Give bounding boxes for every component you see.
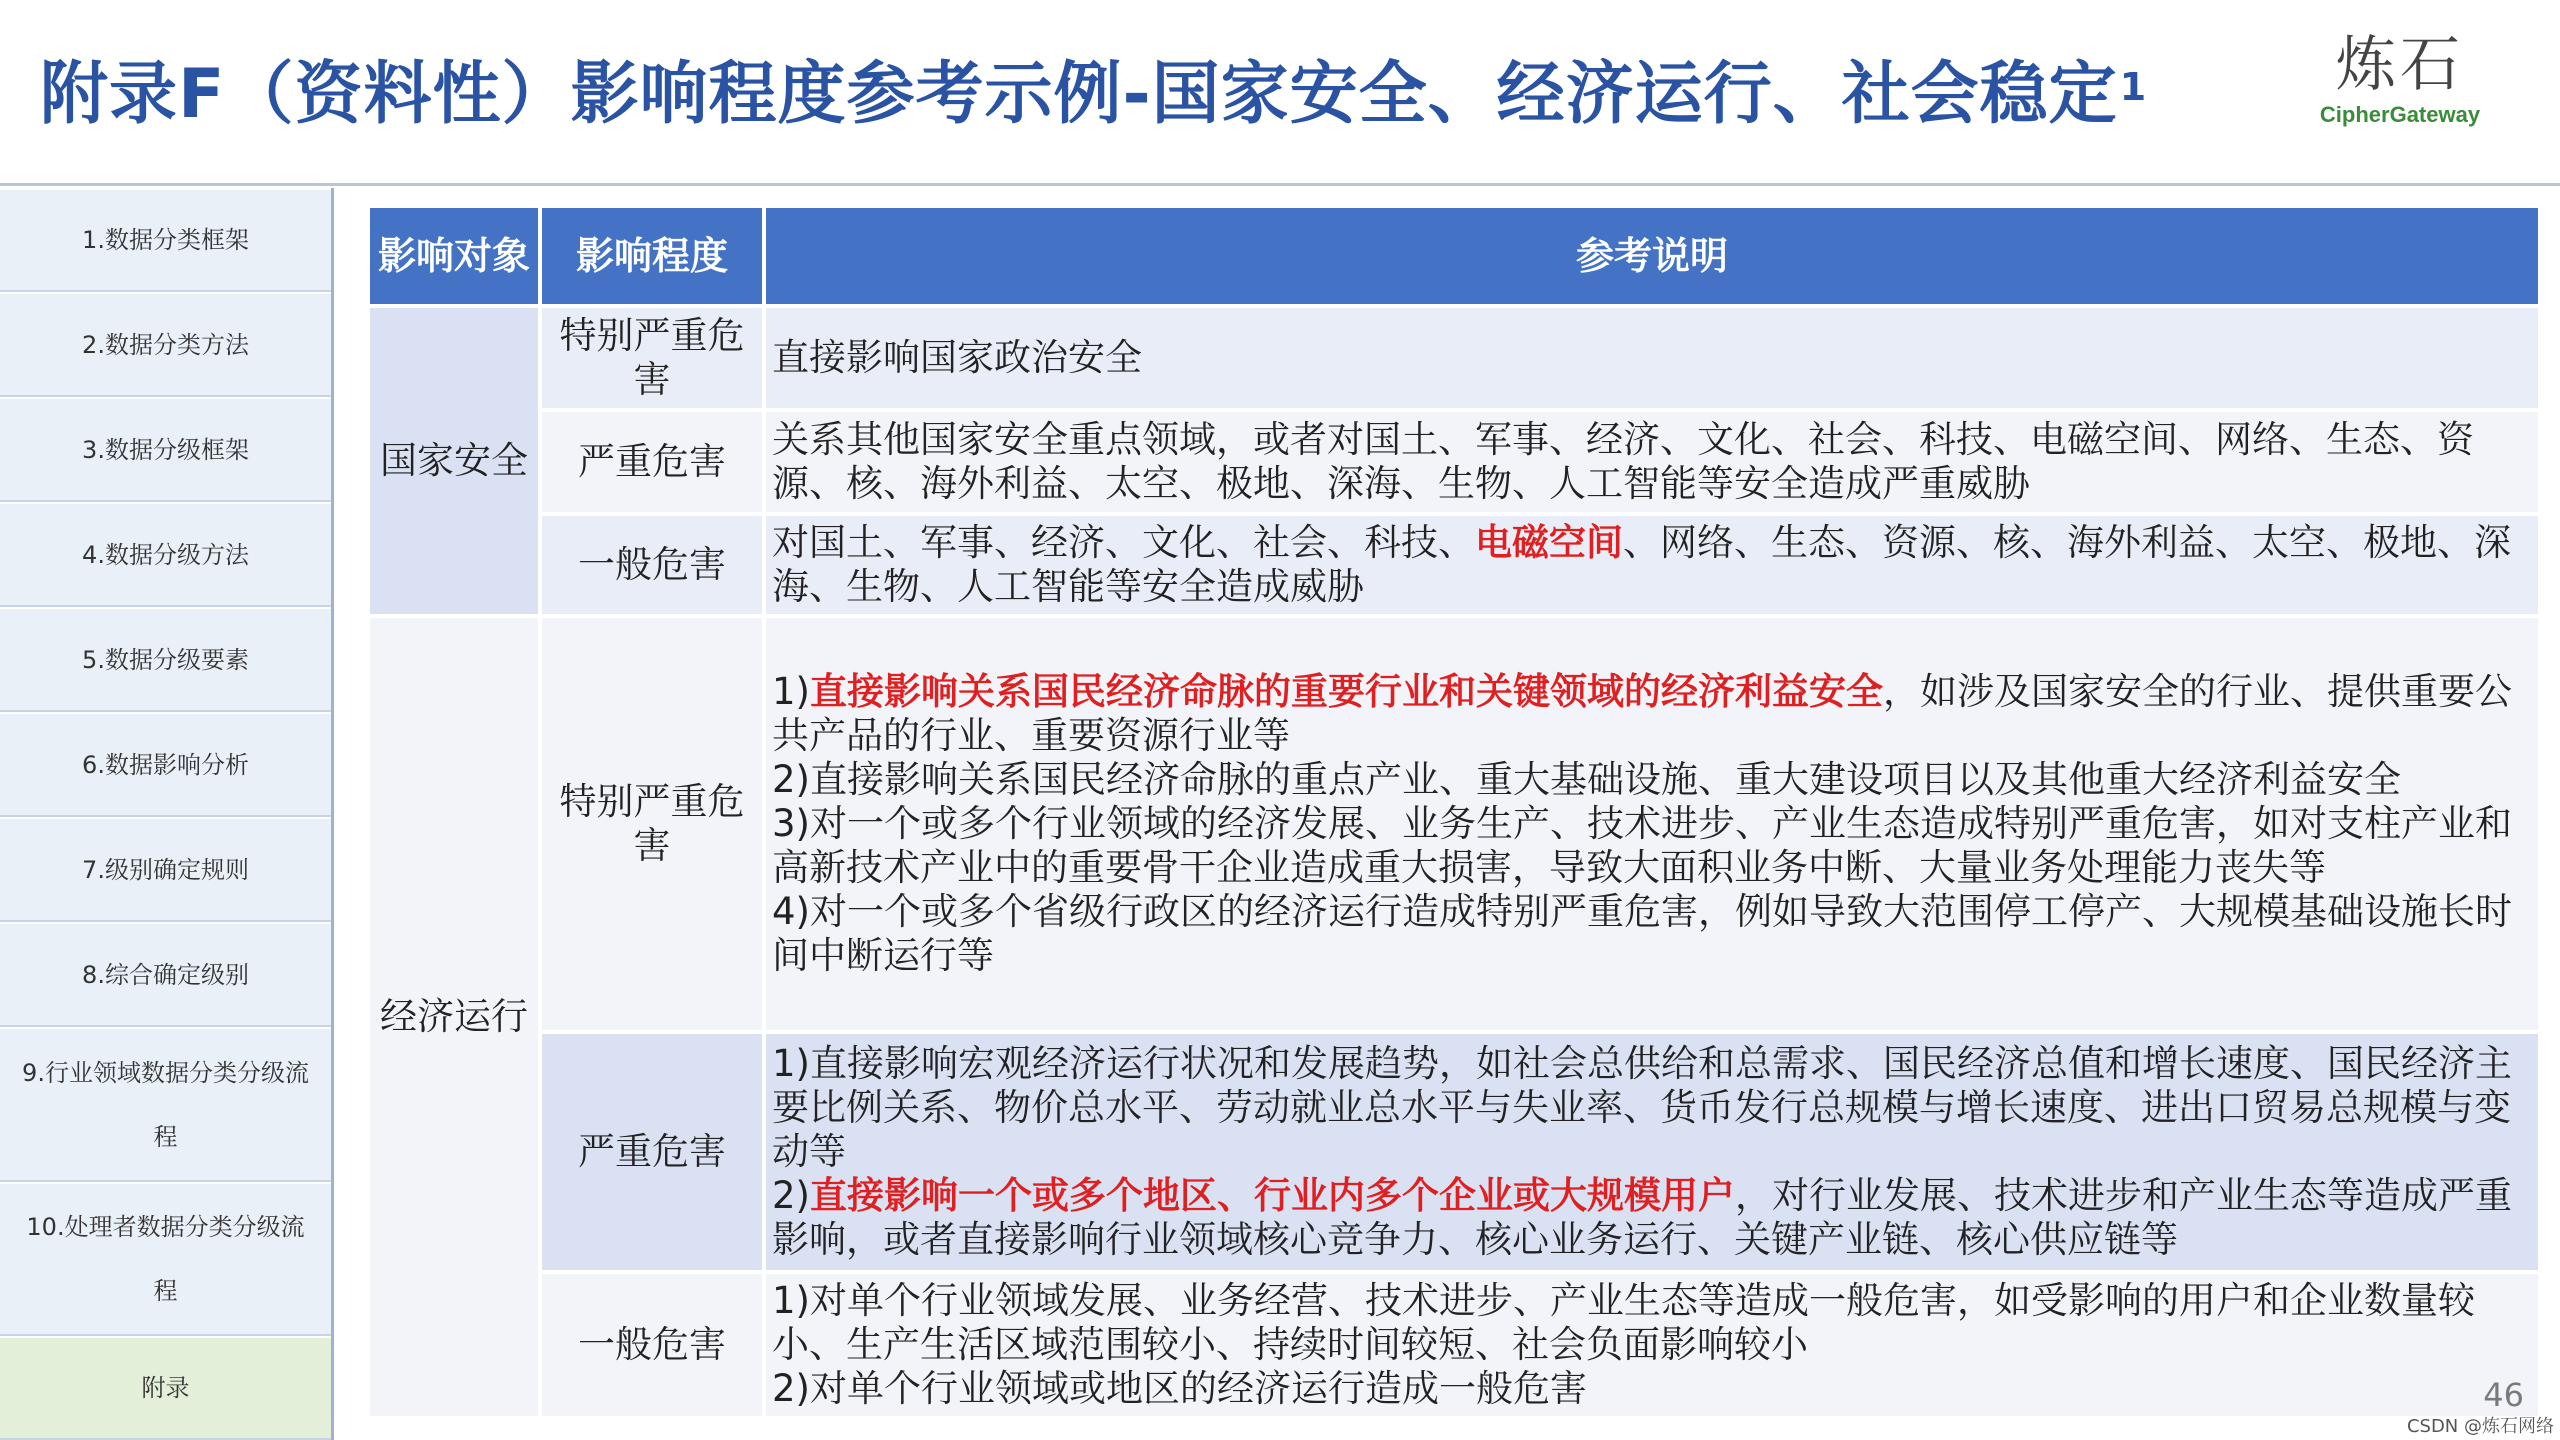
level-cell <box>540 306 764 410</box>
sidebar-item-label: 3.数据分级框架 <box>82 435 249 464</box>
description-cell <box>764 514 2540 616</box>
sidebar-item-7[interactable] <box>0 817 331 922</box>
sidebar-item-label: 8.综合确定级别 <box>82 960 249 989</box>
description-text <box>772 521 2532 609</box>
description-paragraph: 3)对一个或多个行业领域的经济发展、业务生产、技术进步、产业生态造成特别严重危害，如对支柱产业和高新技术产业中的重要骨干企业造成重大损害，导致大面积业务中断、大量业务处理能力丧失等 <box>772 802 2512 889</box>
column-header-level <box>540 206 764 306</box>
level-label: 一般危害 <box>578 543 726 586</box>
level-label: 严重危害 <box>578 440 726 483</box>
level-cell <box>540 1032 764 1272</box>
sidebar-item-appendix[interactable] <box>0 1336 331 1440</box>
level-label: 一般危害 <box>578 1323 726 1366</box>
highlighted-text: 电磁空间 <box>1475 521 1623 564</box>
description-paragraph: 4)对一个或多个省级行政区的经济运行造成特别严重危害，例如导致大范围停工停产、大规模基础设施长时间中断运行等 <box>772 890 2512 977</box>
sidebar-item-label: 附录 <box>141 1374 190 1402</box>
sidebar-item-label: 5.数据分级要素 <box>82 645 249 674</box>
description-text-part: 2) <box>772 1174 810 1217</box>
object-label: 经济运行 <box>380 995 528 1038</box>
description-text-part: 对国土、军事、经济、文化、社会、科技、 <box>772 521 1475 564</box>
description-paragraph: 2)直接影响关系国民经济命脉的重点产业、重大基础设施、重大建设项目以及其他重大经济利益安全 <box>772 758 2401 801</box>
sidebar-nav <box>0 188 334 1440</box>
column-header-label: 影响程度 <box>575 234 728 278</box>
page-header <box>0 0 2560 186</box>
logo-chinese-text: 炼石 <box>2336 30 2464 100</box>
description-text: 直接影响国家政治安全 <box>772 336 1142 379</box>
object-cell-economy <box>368 616 540 1418</box>
level-cell <box>540 514 764 616</box>
level-label: 严重危害 <box>578 1130 726 1173</box>
object-label: 国家安全 <box>380 439 528 482</box>
description-paragraph: 1)直接影响宏观经济运行状况和发展趋势，如社会总供给和总需求、国民经济总值和增长速度、国民经济主要比例关系、物价总水平、劳动就业总水平与失业率、货币发行总规模与增长速度、进出口贸易总规模与变动等 <box>772 1042 2512 1173</box>
sidebar-item-label: 10.处理者数据分类分级流程 <box>26 1213 305 1305</box>
description-text <box>772 1042 2532 1262</box>
description-paragraph <box>772 670 2532 758</box>
description-paragraph <box>772 1174 2532 1262</box>
sidebar-item-label: 7.级别确定规则 <box>82 855 249 884</box>
sidebar-item-label: 1.数据分类框架 <box>82 226 249 254</box>
description-text-part: ，如涉及国家安全的行业、提供重要公共产品的行业、重要资源行业等 <box>772 670 2512 757</box>
column-header-label: 参考说明 <box>1575 234 1728 278</box>
object-cell-national-security <box>368 306 540 616</box>
description-cell <box>764 1032 2540 1272</box>
level-label: 特别严重危害 <box>559 314 745 401</box>
sidebar-item-9[interactable] <box>0 1027 331 1182</box>
description-text: 关系其他国家安全重点领域，或者对国土、军事、经济、文化、社会、科技、电磁空间、网络、生态、资源、核、海外利益、太空、极地、深海、生物、人工智能等安全造成严重威胁 <box>772 418 2474 505</box>
description-paragraph: 1)对单个行业领域发展、业务经营、技术进步、产业生态等造成一般危害，如受影响的用户和企业数量较小、生产生活区域范围较小、持续时间较短、社会负面影响较小 <box>772 1279 2475 1366</box>
description-text <box>772 1279 2532 1411</box>
sidebar-item-3[interactable] <box>0 397 331 502</box>
description-text <box>772 670 2532 978</box>
description-text-part: 、网络、生态、资源、核、海外利益、太空、极地、深海、生物、人工智能等安全造成威胁 <box>772 521 2511 608</box>
level-cell <box>540 616 764 1032</box>
column-header-object <box>368 206 540 306</box>
level-label: 特别严重危害 <box>559 780 745 867</box>
level-cell <box>540 410 764 514</box>
brand-logo <box>2300 30 2500 130</box>
sidebar-item-8[interactable] <box>0 922 331 1027</box>
column-header-label: 影响对象 <box>377 234 530 278</box>
description-text-part: 1) <box>772 670 810 713</box>
level-cell <box>540 1272 764 1418</box>
sidebar-item-10[interactable] <box>0 1182 331 1336</box>
description-cell <box>764 306 2540 410</box>
title-footnote-marker: 1 <box>2119 65 2148 109</box>
page-title-text: 附录F（资料性）影响程度参考示例-国家安全、经济运行、社会稳定 <box>40 55 2118 134</box>
description-paragraph: 2)对单个行业领域或地区的经济运行造成一般危害 <box>772 1367 1587 1410</box>
description-cell <box>764 410 2540 514</box>
sidebar-item-2[interactable] <box>0 292 331 397</box>
logo-english-text: CipherGateway <box>2319 102 2481 127</box>
description-text-part: ，对行业发展、技术进步和产业生态等造成严重影响，或者直接影响行业领域核心竞争力、核心业务运行、关键产业链、核心供应链等 <box>772 1174 2512 1261</box>
sidebar-item-label: 2.数据分类方法 <box>82 330 249 359</box>
highlighted-text: 直接影响一个或多个地区、行业内多个企业或大规模用户 <box>809 1174 1735 1217</box>
column-header-description <box>764 206 2540 306</box>
description-cell <box>764 1272 2540 1418</box>
sidebar-item-4[interactable] <box>0 502 331 607</box>
sidebar-item-5[interactable] <box>0 607 331 712</box>
page-number: 46 <box>2483 1376 2524 1414</box>
sidebar-item-6[interactable] <box>0 712 331 817</box>
sidebar-item-1[interactable] <box>0 188 331 292</box>
sidebar-item-label: 4.数据分级方法 <box>82 540 249 569</box>
page-title <box>40 40 2147 150</box>
highlighted-text: 直接影响关系国民经济命脉的重要行业和关键领域的经济利益安全 <box>809 670 1883 713</box>
sidebar-item-label: 6.数据影响分析 <box>82 750 249 779</box>
sidebar-item-label: 9.行业领域数据分类分级流程 <box>22 1058 309 1151</box>
description-cell <box>764 616 2540 1032</box>
watermark-credit: CSDN @炼石网络 <box>2406 1416 2554 1437</box>
